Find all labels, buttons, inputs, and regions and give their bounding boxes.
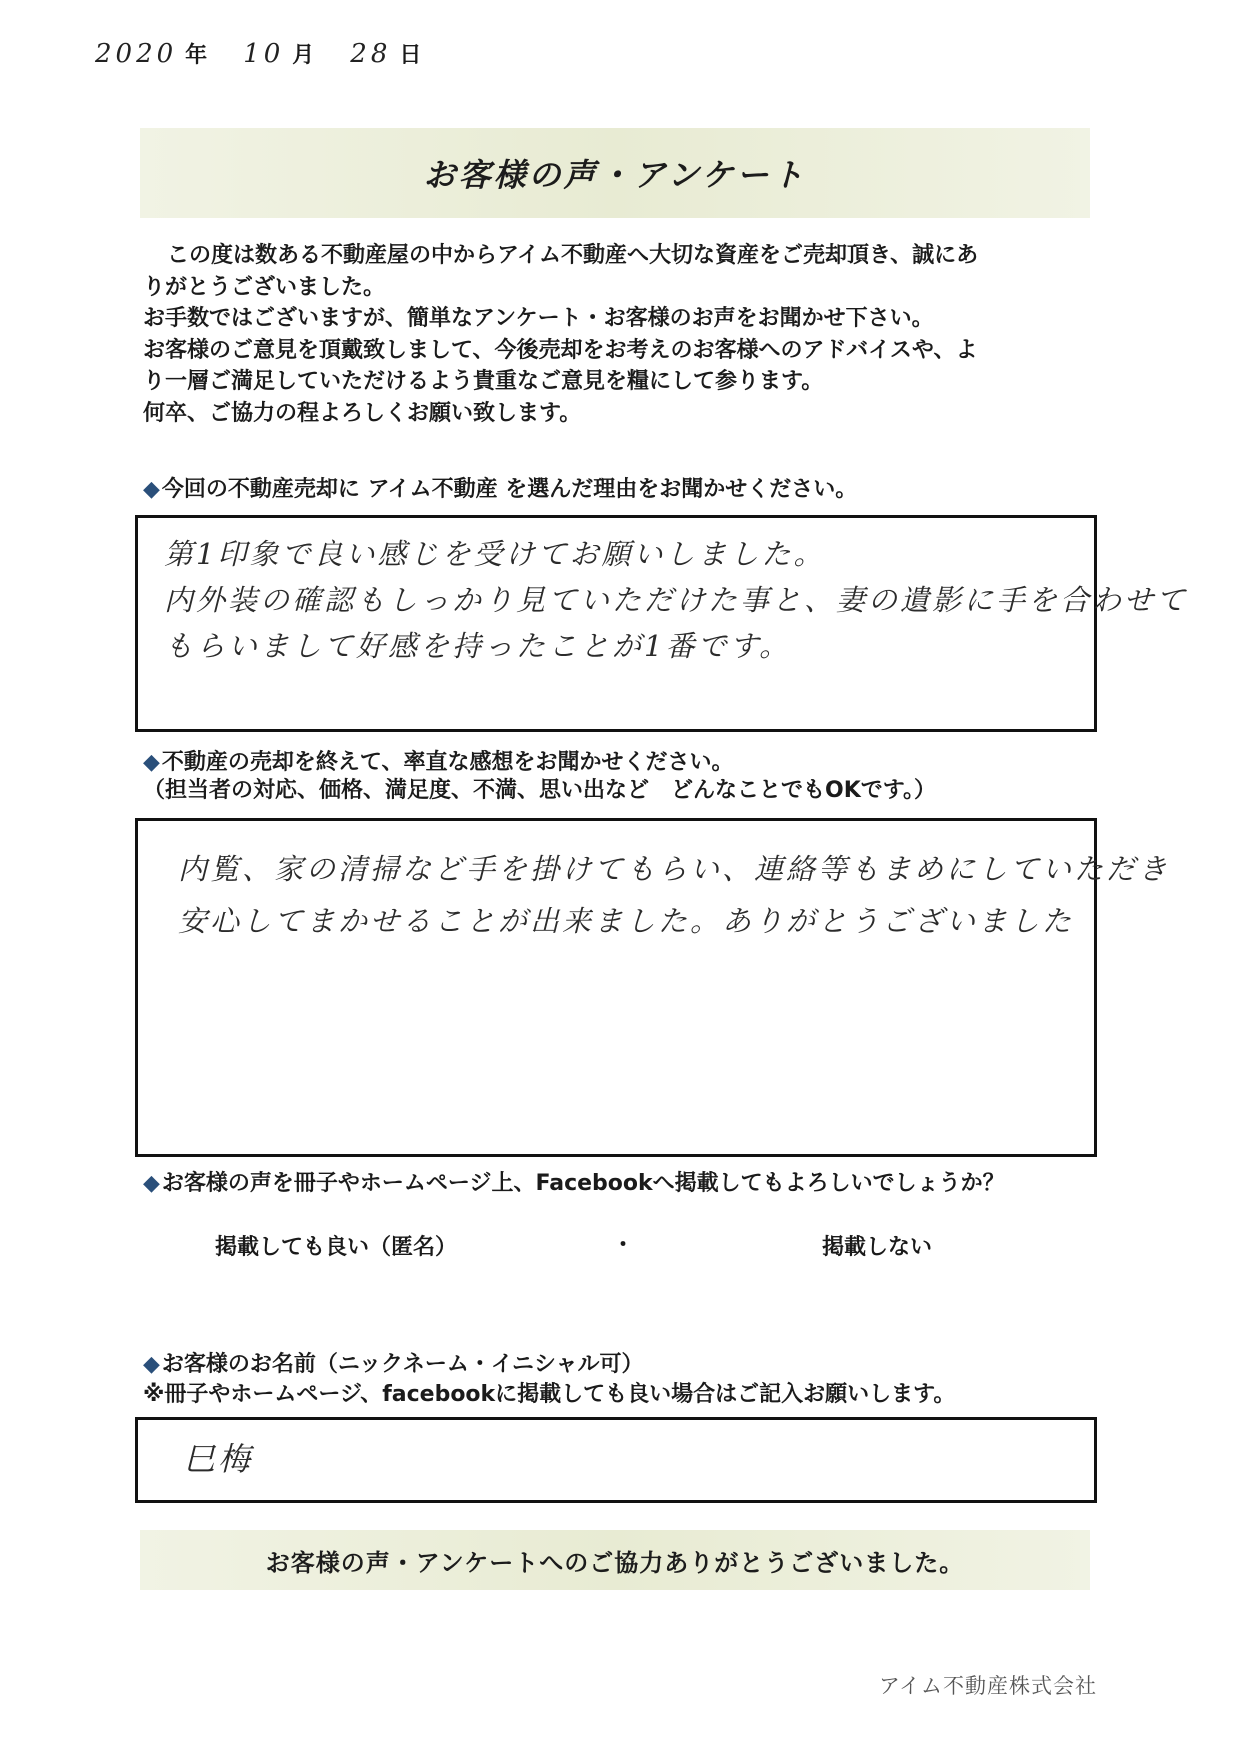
answer-line: 第1印象で良い感じを受けてお願いしました。	[164, 537, 826, 571]
question-4-text: お客様のお名前（ニックネーム・イニシャル可）	[161, 1352, 644, 1377]
intro-line: 何卒、ご協力の程よろしくお願い致します。	[143, 400, 582, 426]
question-2-text: 不動産の売却を終えて、率直な感想をお聞かせください。	[161, 750, 734, 775]
thanks-banner	[140, 1530, 1090, 1590]
date-month: 10	[243, 39, 285, 69]
question-3-text: お客様の声を冊子やホームページ上、Facebookへ掲載してもよろしいでしょうか？	[161, 1171, 1005, 1196]
question-1-heading	[143, 472, 857, 503]
question-3-heading	[143, 1166, 1005, 1197]
question-1-text: 今回の不動産売却に アイム不動産 を選んだ理由をお聞かせください。	[161, 477, 858, 502]
thanks-text: お客様の声・アンケートへのご協力ありがとうございました。	[265, 1548, 965, 1577]
diamond-bullet-icon: ◆	[143, 1352, 160, 1377]
survey-date	[95, 38, 421, 69]
answer-line: 内覧、家の清掃など手を掛けてもらい、連絡等もまめにしていただき	[178, 852, 1171, 886]
date-day-label: 日	[399, 43, 422, 68]
question-2-subtext: （担当者の対応、価格、満足度、不満、思い出など どんなことでもOKです。）	[143, 778, 936, 803]
intro-line: お手数ではございますが、簡単なアンケート・お客様のお声をお聞かせ下さい。	[143, 306, 934, 331]
answer-line: 安心してまかせることが出来ました。ありがとうございました	[178, 904, 1075, 938]
intro-line: お客様のご意見を頂戴致しまして、今後売却をお考えのお客様へのアドバイスや、よ	[143, 337, 978, 363]
answer-line: 内外装の確認もしっかり見ていただけた事と、妻の遺影に手を合わせて	[164, 583, 1189, 617]
date-year: 2020	[95, 39, 178, 69]
question-1-answer-box[interactable]	[135, 515, 1189, 732]
date-year-label: 年	[185, 43, 208, 68]
diamond-bullet-icon: ◆	[143, 750, 160, 775]
intro-line: りがとうございました。	[143, 274, 386, 300]
option-do-not-publish[interactable]: 掲載しない	[822, 1235, 933, 1260]
option-publish-anonymous[interactable]: 掲載しても良い（匿名）	[215, 1235, 458, 1260]
diamond-bullet-icon: ◆	[143, 477, 160, 502]
intro-paragraph	[143, 240, 1088, 429]
intro-line: この度は数ある不動産屋の中からアイム不動産へ大切な資産をご売却頂き、誠にあ	[167, 243, 979, 268]
intro-line: り一層ご満足していただけるよう貴重なご意見を糧にして参ります。	[143, 369, 824, 394]
date-day: 28	[350, 39, 392, 69]
question-4-heading	[143, 1347, 644, 1378]
customer-name-box[interactable]	[135, 1417, 1097, 1503]
answer-line: もらいまして好感を持ったことが1番です。	[164, 629, 792, 663]
question-2-heading	[143, 745, 733, 776]
question-2-answer-box[interactable]	[135, 818, 1171, 1157]
company-name: アイム不動産株式会社	[878, 1674, 1097, 1698]
diamond-bullet-icon: ◆	[143, 1171, 160, 1196]
page-title: お客様の声・アンケート	[423, 156, 807, 194]
title-banner	[140, 128, 1090, 218]
question-4-subtext: ※冊子やホームページ、facebookに掲載しても良い場合はご記入お願いします。	[143, 1382, 956, 1407]
date-month-label: 月	[292, 43, 315, 68]
customer-name: 巳梅	[183, 1440, 254, 1478]
option-separator: ・	[612, 1233, 635, 1258]
